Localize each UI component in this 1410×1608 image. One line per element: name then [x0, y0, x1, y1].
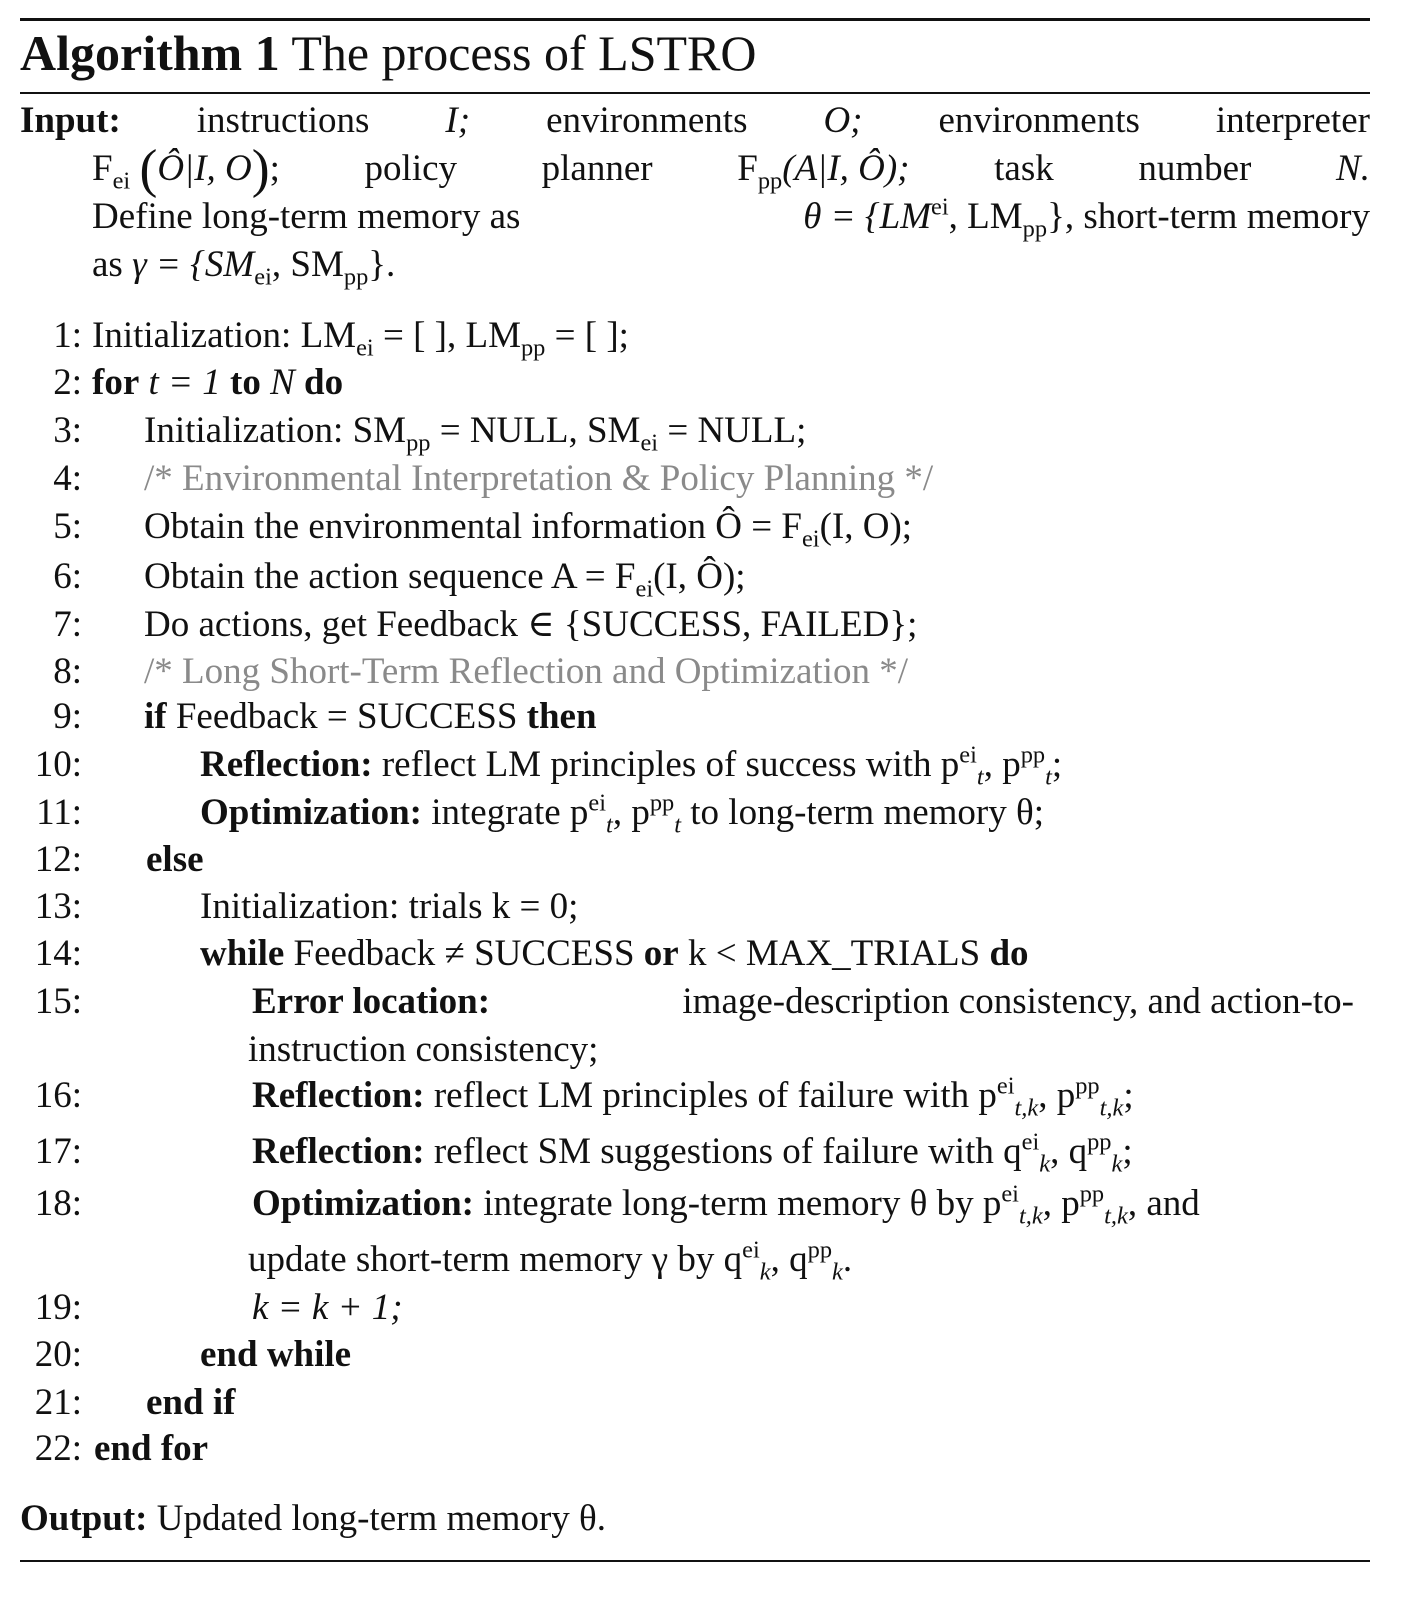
input-line-3 [20, 193, 1370, 241]
step-16: 16: Reflection: reflect LM principles of failure with $p^{ei}_{t,k}$, $p^{pp}_{t,k}$; [20, 1072, 82, 1120]
output-text: Updated long-term memory θ. [156, 1498, 607, 1539]
step-21: 21: end if [20, 1379, 82, 1427]
line-number: 16: [34, 1075, 82, 1116]
input-text: Define long-term memory as [92, 196, 521, 237]
line-number: 22: [34, 1428, 82, 1469]
long-term-memory-def: $\theta = \{LM^{ei}$, $LM_{pp}$}, short-term memory [803, 193, 1370, 243]
line-number: 12: [34, 839, 82, 880]
line-number: 21: [34, 1382, 82, 1423]
line-number: 11: [36, 792, 82, 833]
short-term-memory-def: $\gamma = \{SM_{ei}$, $SM_{pp}$}. [132, 244, 396, 291]
step-3: 3: Initialization: $SM_{pp}$ = NULL, $SM_{ei}$ = NULL; [20, 407, 82, 455]
env-interpreter-fn: $F_{ei}$ (Ô|I, O); [92, 138, 280, 199]
step-1: 1: Initialization: $LM_{ei}$ = [ ], $LM_{pp}$ = [ ]; [20, 312, 82, 360]
step-9: 9: if Feedback = SUCCESS then [20, 693, 82, 741]
line-number: 15: [34, 981, 82, 1022]
input-word: number [1138, 148, 1252, 189]
line-number: 4: [53, 458, 82, 499]
line-number: 10: [34, 744, 82, 785]
step-13: 13: Initialization: trials k = 0; [20, 883, 82, 931]
step-19: 19: k = k + 1; [20, 1284, 82, 1332]
step-8 [20, 648, 908, 696]
step-15: 15: Error location: image-description consistency, and action-to- [20, 978, 82, 1026]
input-word: interpreter [1215, 100, 1370, 141]
input-line-1 [20, 97, 1370, 145]
input-label: Input: [20, 100, 121, 141]
step-22: 22: end for [20, 1425, 82, 1473]
algorithm-title [20, 24, 757, 82]
line-number: 3: [53, 410, 82, 451]
line-number: 19: [34, 1287, 82, 1328]
line-number: 8: [53, 651, 82, 692]
line-number: 9: [53, 696, 82, 737]
bottom-rule [20, 1560, 1370, 1562]
input-line-4 [20, 241, 1370, 289]
input-text: as [92, 244, 123, 285]
policy-planner-fn: $F_{pp}(A|I$, Ô); [737, 148, 910, 195]
comment: /* Long Short-Term Reflection and Optimization */ [144, 651, 908, 692]
line-number: 17: [34, 1131, 82, 1172]
step-7: 7: Do actions, get Feedback ∈ {SUCCESS, FAILED}; [20, 601, 82, 649]
step-17: 17: Reflection: reflect SM suggestions of failure with $q^{ei}_k$, $q^{pp}_k$; [20, 1128, 82, 1176]
line-number: 13: [34, 886, 82, 927]
input-word: environments [938, 100, 1140, 141]
input-block [20, 97, 1370, 289]
header-rule [20, 92, 1370, 94]
line-number: 7: [53, 604, 82, 645]
step-20: 20: end while [20, 1331, 82, 1379]
line-number: 14: [34, 933, 82, 974]
line-number: 2: [53, 362, 82, 403]
comment: /* Environmental Interpretation & Policy Planning */ [144, 458, 934, 499]
input-word: policy [364, 148, 458, 189]
step-10: 10: Reflection: reflect LM principles of success with $p^{ei}_t$, $p^{pp}_t$; [20, 741, 82, 789]
input-word: environments [546, 100, 748, 141]
step-18: 18: Optimization: integrate long-term memory θ by $p^{ei}_{t,k}$, $p^{pp}_{t,k}$, and [20, 1180, 82, 1228]
input-word: task [994, 148, 1054, 189]
step-11: 11: Optimization: integrate $p^{ei}_t$, $p^{pp}_t$ to long-term memory θ; [20, 789, 82, 837]
line-number: 20: [34, 1334, 82, 1375]
line-number: 5: [53, 506, 82, 547]
step-2: 2: for t = 1 to N do [20, 359, 82, 407]
input-symbol-n: N. [1336, 148, 1370, 189]
step-14: 14: while Feedback ≠ SUCCESS or k < MAX_TRIALS do [20, 930, 82, 978]
output-line [20, 1495, 606, 1543]
output-label: Output: [20, 1498, 148, 1539]
step-12: 12: else [20, 836, 82, 884]
step-4 [20, 455, 934, 503]
line-number: 1: [53, 315, 82, 356]
line-number: 6: [53, 556, 82, 597]
input-word: planner [541, 148, 653, 189]
input-symbol-i: I; [445, 100, 471, 141]
input-word: instructions [196, 100, 370, 141]
input-line-2 [20, 138, 1370, 199]
algorithm-label: Algorithm 1 [20, 25, 280, 81]
algorithm-name: The process of LSTRO [291, 25, 757, 81]
input-symbol-o: O; [823, 100, 863, 141]
step-5: 5: Obtain the environmental information Ô = $F_{ei}(I$, O); [20, 503, 82, 551]
step-6: 6: Obtain the action sequence $A = F_{ei}(I$, Ô); [20, 553, 82, 601]
top-rule [20, 18, 1370, 21]
line-number: 18: [34, 1183, 82, 1224]
